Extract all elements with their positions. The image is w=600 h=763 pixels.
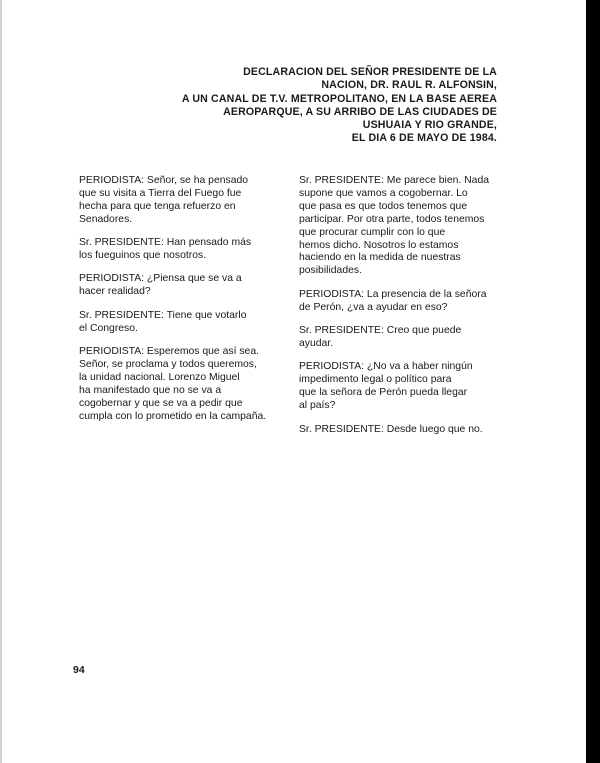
text-line: Sr. PRESIDENTE: Tiene que votarlo [79, 309, 247, 321]
text-line: PERIODISTA: La presencia de la señora [299, 288, 487, 300]
text-line: Sr. PRESIDENTE: Desde luego que no. [299, 423, 483, 435]
heading-line: DECLARACION DEL SEÑOR PRESIDENTE DE LA [243, 66, 497, 78]
text-line: los fueguinos que nosotros. [79, 250, 207, 262]
text-line: Señor, se proclama y todos queremos, [79, 358, 257, 370]
heading-line: EL DIA 6 DE MAYO DE 1984. [351, 132, 497, 145]
right-column [299, 175, 499, 447]
text-line: haciendo en la medida de nuestras [299, 252, 461, 264]
left-column [79, 175, 285, 434]
dialogue-paragraph [299, 361, 499, 413]
text-line: PERIODISTA: ¿No va a haber ningún [299, 361, 473, 373]
text-line: que pasa es que todos tenemos que [299, 200, 468, 212]
text-line: Senadores. [79, 213, 133, 225]
dialogue-paragraph [299, 325, 499, 351]
scan-left-edge [0, 0, 2, 763]
dialogue-paragraph [79, 175, 285, 227]
text-line: posibilidades. [299, 265, 362, 277]
dialogue-paragraph [299, 289, 499, 315]
dialogue-paragraph [79, 273, 285, 299]
text-line: que procurar cumplir con lo que [299, 226, 446, 238]
heading-line: NACION, DR. RAUL R. ALFONSIN, [321, 79, 497, 92]
heading-line: A UN CANAL DE T.V. METROPOLITANO, EN LA BASE AEREA [181, 92, 497, 105]
text-line: cogobernar y que se va a pedir que [79, 397, 243, 409]
text-line: participar. Por otra parte, todos tenemos [299, 213, 485, 225]
page-number: 94 [73, 664, 85, 676]
document-heading [137, 66, 497, 146]
text-line: Sr. PRESIDENTE: Han pensado más [79, 237, 252, 249]
dialogue-paragraph [79, 237, 285, 263]
text-line: al país? [299, 400, 336, 412]
dialogue-paragraph [299, 424, 499, 437]
text-line: ha manifestado que no se va a [79, 384, 222, 396]
text-line: el Congreso. [79, 322, 138, 334]
dialogue-paragraph [299, 175, 499, 278]
heading-line: AEROPARQUE, A SU ARRIBO DE LAS CIUDADES DE [223, 105, 497, 118]
text-line: hecha para que tenga refuerzo en [79, 200, 236, 212]
text-line: la unidad nacional. Lorenzo Miguel [79, 371, 240, 383]
heading-line: USHUAIA Y RIO GRANDE, [362, 119, 497, 132]
text-line: supone que vamos a cogobernar. Lo [299, 187, 468, 199]
text-line: Sr. PRESIDENTE: Creo que puede [299, 325, 462, 337]
text-line: que su visita a Tierra del Fuego fue [79, 187, 242, 199]
text-line: cumpla con lo prometido en la campaña. [79, 410, 267, 422]
text-line: PERIODISTA: Esperemos que así sea. [79, 346, 259, 358]
text-line: ayudar. [299, 337, 334, 349]
text-line: impedimento legal o político para [299, 374, 452, 386]
dialogue-paragraph [79, 310, 285, 336]
dialogue-paragraph [79, 346, 285, 423]
text-line: Sr. PRESIDENTE: Me parece bien. Nada [299, 175, 489, 186]
text-line: hemos dicho. Nosotros lo estamos [299, 239, 459, 251]
text-line: hacer realidad? [79, 286, 151, 298]
text-line: de Perón, ¿va a ayudar en eso? [299, 301, 448, 313]
scan-right-border [586, 0, 600, 763]
text-line: que la señora de Perón pueda llegar [299, 387, 468, 399]
text-line: PERIODISTA: Señor, se ha pensado [79, 175, 249, 186]
text-line: PERIODISTA: ¿Piensa que se va a [79, 273, 242, 285]
